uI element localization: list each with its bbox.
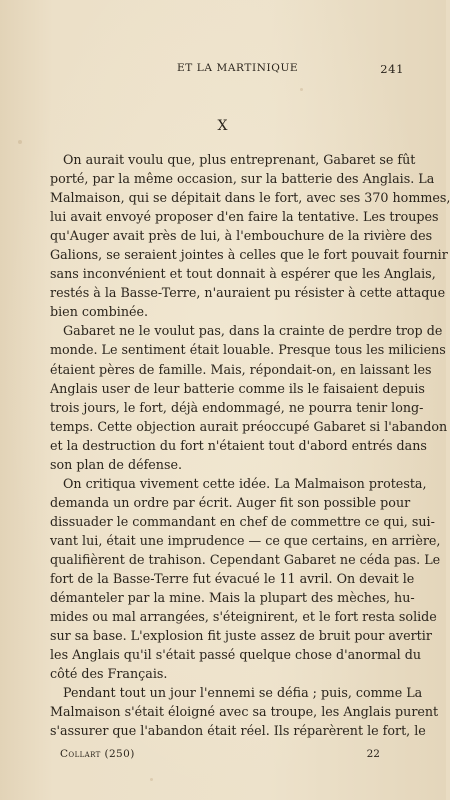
text-line: démanteler par la mine. Mais la plupart des mèches, hu- bbox=[50, 590, 415, 606]
text-line: monde. Le sentiment était louable. Presque tous les miliciens bbox=[50, 342, 446, 358]
text-line: restés à la Basse-Terre, n'auraient pu résister à cette attaque bbox=[50, 285, 446, 301]
text-line: temps. Cette objection aurait préoccupé Gabaret si l'abandon bbox=[50, 418, 448, 434]
text-line: On aurait voulu que, plus entreprenant, Gabaret se fût bbox=[63, 152, 416, 167]
text-line: Gabaret ne le voulut pas, dans la crainte de perdre trop de bbox=[63, 323, 443, 339]
text-line: mides ou mal arrangées, s'éteignirent, et le fort resta solide bbox=[50, 609, 437, 625]
body-text bbox=[50, 150, 450, 740]
text-line: bien combinée. bbox=[50, 304, 149, 320]
text-line: s'assurer que l'abandon était réel. Ils réparèrent le fort, le bbox=[50, 723, 426, 739]
sheet-signature-number: 22 bbox=[366, 748, 380, 760]
text-line: qualifièrent de trahison. Cependant Gabaret ne céda pas. Le bbox=[50, 551, 441, 567]
text-line: Malmaison s'était éloigné avec sa troupe, les Anglais purent bbox=[50, 704, 439, 720]
text-line: fort de la Basse-Terre fut évacué le 11 avril. On devait le bbox=[50, 571, 415, 587]
page-number: 241 bbox=[380, 62, 404, 76]
printer-signature-mark: Collart (250) bbox=[60, 748, 135, 760]
text-line: Pendant tout un jour l'ennemi se défia ; puis, comme La bbox=[63, 685, 423, 701]
text-line: sur sa base. L'explosion fit juste assez de bruit pour avertir bbox=[50, 628, 432, 644]
text-line: On critiqua vivement cette idée. La Malmaison protesta, bbox=[63, 475, 427, 491]
text-line: trois jours, le fort, déjà endommagé, ne pourra tenir long- bbox=[50, 399, 424, 415]
paper-foxing-spot bbox=[300, 88, 303, 91]
text-line: les Anglais qu'il s'était passé quelque chose d'anormal du bbox=[50, 647, 422, 663]
text-line: sans inconvénient et tout donnait à espérer que les Anglais, bbox=[50, 266, 436, 282]
text-line: et la destruction du fort n'étaient tout d'abord entrés dans bbox=[50, 437, 427, 453]
text-line: Anglais user de leur batterie comme ils le faisaient depuis bbox=[50, 380, 425, 396]
text-line: Malmaison, qui se dépitait dans le fort, avec ses 370 hommes, bbox=[50, 190, 450, 206]
text-line: qu'Auger avait près de lui, à l'embouchure de la rivière des bbox=[50, 228, 433, 244]
section-heading: X bbox=[217, 118, 229, 134]
text-line: porté, par la même occasion, sur la batterie des Anglais. La bbox=[50, 171, 435, 187]
text-line: lui avait envoyé proposer d'en faire la tentative. Les troupes bbox=[50, 209, 439, 225]
running-header bbox=[60, 62, 404, 78]
text-line: demanda un ordre par écrit. Auger fit son possible pour bbox=[50, 494, 411, 510]
text-line: étaient pères de famille. Mais, répondait-on, en laissant les bbox=[50, 361, 432, 377]
page-footer bbox=[60, 748, 380, 764]
text-line: côté des Français. bbox=[50, 666, 168, 682]
paper-foxing-spot bbox=[18, 140, 22, 144]
text-line: dissuader le commandant en chef de commettre ce qui, sui- bbox=[50, 513, 435, 529]
running-title: ET LA MARTINIQUE bbox=[177, 62, 299, 74]
text-line: son plan de défense. bbox=[50, 456, 183, 472]
paper-foxing-spot bbox=[150, 778, 153, 781]
text-line: Galions, se seraient jointes à celles que le fort pouvait fournir bbox=[50, 247, 448, 263]
text-line: vant lui, était une imprudence — ce que certains, en arrière, bbox=[50, 532, 441, 548]
